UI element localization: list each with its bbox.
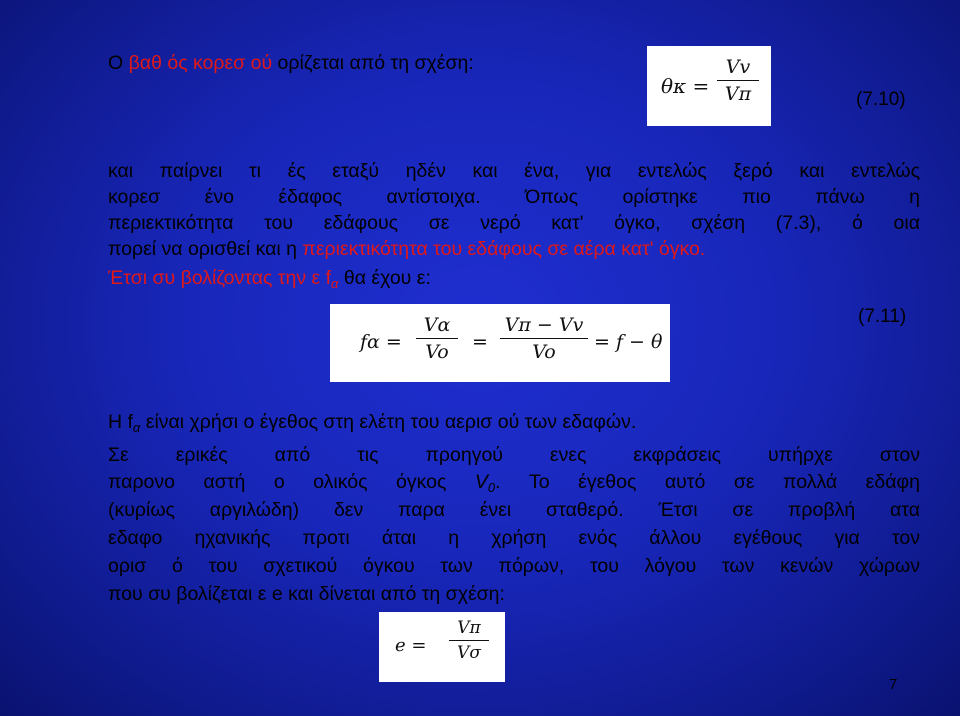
para3-line6: που συ βολίζεται ε e και δίνεται από τη σχέση: [108, 583, 505, 605]
eq-7-10-fraction [717, 56, 759, 105]
eq-e-numerator: Vπ [457, 618, 481, 638]
eq-7-11-equals: = [472, 331, 488, 353]
eq-7-11-fraction-1 [416, 314, 458, 363]
equation-void-ratio [379, 612, 505, 682]
eq-7-10-numerator: Vv [725, 56, 751, 78]
eq-7-10-lhs: θκ = [661, 74, 710, 98]
symbol-intro-text: Έτσι συ βολίζοντας την ε f [108, 267, 332, 289]
para3-line2-text-b: . Το έγεθος αυτό σε πολλά εδάφη [495, 471, 920, 493]
fraction-bar [449, 640, 489, 641]
air-content-term: περιεκτικότητα του εδάφους σε αέρα κατ' όγκο. [302, 238, 706, 260]
fraction-bar [416, 338, 458, 339]
eq-7-11-fraction-2 [500, 314, 588, 363]
para3-line2-text-a: παρονο αστή ο ολικός όγκος [108, 471, 475, 493]
saturation-degree-term: βαθ ός κορεσ ού [128, 52, 273, 74]
total-volume-subscript: 0 [487, 480, 496, 495]
equation-7-10 [647, 46, 771, 126]
eq-7-11-frac1-numerator: Vα [423, 314, 451, 336]
total-volume-symbol: V [474, 471, 488, 493]
symbol-outro-text: θα έχου ε: [338, 267, 431, 289]
equation-7-11-label: (7.11) [858, 306, 907, 327]
para2-subscript: α [132, 420, 141, 435]
eq-e-denominator: Vσ [457, 643, 481, 663]
eq-7-11-frac2-numerator: Vπ − Vv [504, 314, 584, 336]
para3-line2 [108, 469, 920, 495]
intro-line [108, 50, 474, 76]
eq-7-11-frac2-denominator: Vo [532, 341, 556, 363]
para3-line1: Σε ερικές από τις προηγού ενες εκφράσεις υπήρχε στον [108, 444, 920, 466]
intro-text-1: Ο [108, 52, 129, 74]
fraction-bar [500, 338, 588, 339]
para3-line3: (κυρίως αργιλώδη) δεν παρα ένει σταθερό. Έτσι σε προβλή ατα [108, 499, 920, 521]
eq-e-fraction [449, 618, 489, 663]
para1-line4-text: πορεί να ορισθεί και η [108, 238, 303, 260]
para1-line1: και παίρνει τι ές εταξύ ηδέν και ένα, για εντελώς ξερό και εντελώς [108, 160, 920, 182]
eq-7-10-denominator: Vπ [724, 83, 752, 105]
eq-7-11-rhs: = f − θ [594, 331, 663, 353]
symbol-subscript: α [331, 276, 339, 291]
para2-text-b: είναι χρήσι ο έγεθος στη ελέτη του αερισ ού των εδαφών. [140, 411, 637, 433]
para1-line2: κορεσ ένο έδαφος αντίστοιχα. Όπως ορίστηκε πιο πάνω η [108, 186, 920, 208]
equation-7-10-label: (7.10) [856, 89, 906, 110]
para1-line3: περιεκτικότητα του εδάφους σε νερό κατ' όγκο, σχέση (7.3), ό οια [108, 212, 920, 234]
para3-line5: ορισ ό του σχετικού όγκου των πόρων, του λόγου των κενών χώρων [108, 555, 920, 577]
para2-text-a: Η f [108, 411, 133, 433]
para1-line4 [108, 236, 705, 262]
page-number: 7 [889, 676, 898, 693]
fraction-bar [717, 80, 759, 81]
para2-line [108, 409, 636, 435]
intro-text-2: ορίζεται από τη σχέση: [272, 52, 474, 74]
eq-7-11-frac1-denominator: Vo [425, 341, 449, 363]
para1-line5 [108, 265, 431, 291]
equation-7-11 [330, 304, 670, 382]
para3-line4: εδαφο ηχανικής προτι άται η χρήση ενός άλλου εγέθους για τον [108, 527, 920, 549]
eq-e-lhs: e = [395, 635, 427, 656]
eq-7-11-lhs: fα = [360, 331, 402, 353]
